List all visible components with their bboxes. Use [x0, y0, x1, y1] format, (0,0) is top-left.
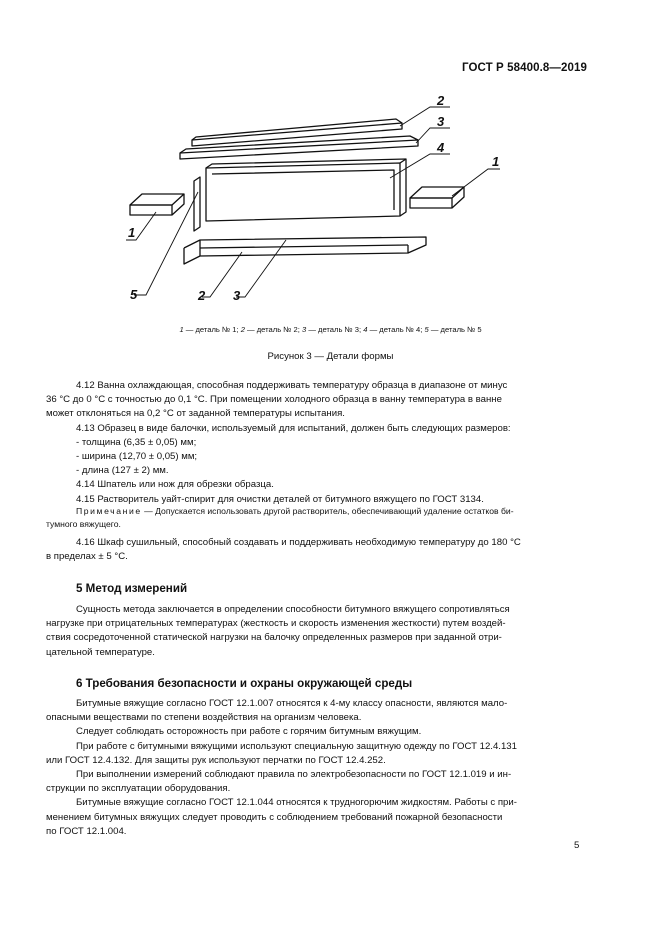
para-4-16: 4.16 Шкаф сушильный, способный создавать и поддерживать необходимую температуру до 180 °С в пределах ± 5 °С.: [46, 537, 521, 563]
part-2-3-bottom-channel: [184, 237, 426, 264]
callout-2-top: 2: [437, 93, 445, 108]
callout-3-top: 3: [437, 114, 445, 129]
part-5-side-plate: [194, 177, 200, 231]
para-4-15: 4.15 Растворитель уайт-спирит для очистки деталей от битумного вяжущего по ГОСТ 3134.: [76, 493, 484, 505]
section-6-heading: 6 Требования безопасности и охраны окружающей среды: [76, 677, 413, 690]
para-4-13: 4.13 Образец в виде балочки, используемый для испытаний, должен быть следующих размеров:: [76, 422, 511, 434]
section-4-continuation: [46, 379, 581, 507]
section-5-body: Сущность метода заключается в определении способности битумного вяжущего сопротивляться нагрузке при отрицательных температурах (жесткость и скорость изменения жесткости) путем воздей- ствия сосредоточенной статической нагрузки на балочку определенных размеров при заданной отри- цательной температуре.: [46, 604, 510, 658]
note: Примечание — Допускается использовать другой растворитель, обеспечивающий удаление остатков би- тумного вяжущего.: [46, 506, 514, 529]
callout-2-bottom: 2: [198, 288, 206, 303]
note-label: Примечание: [76, 506, 142, 516]
callout-5: 5: [130, 287, 138, 302]
figure-form-parts-drawing: [100, 88, 560, 323]
para-4-12: 4.12 Ванна охлаждающая, способная поддерживать температуру образца в диапазоне от минус 36 °С до 0 °С с точностью до 0,1 °С. При помещении холодного образца в ванну температура в ванне может отклоняться на 0,2 °С от заданной температуры испытания.: [46, 380, 508, 420]
dim-length: - длина (127 ± 2) мм.: [76, 465, 169, 477]
standard-id: ГОСТ Р 58400.8—2019: [462, 62, 587, 74]
figure-caption: Рисунок 3 — Детали формы: [267, 351, 394, 362]
callout-1-left: 1: [128, 225, 136, 240]
dim-width: - ширина (12,70 ± 0,05) мм;: [76, 451, 198, 463]
part-1-left-block: [130, 194, 184, 215]
section-6-body: Битумные вяжущие согласно ГОСТ 12.1.007 относятся к 4-му классу опасности, являются мало- опасными веществами по степени воздействия на организм человека. Следует соблюдать осторожность при работе с горячим битумным вяжущим. При работе с битумными вяжущими используют специальную защитную одежду по ГОСТ 12.4.131 или ГОСТ 12.4.132. Для защиты рук используют перчатки по ГОСТ 12.4.252. При выполнении измерений соблюдают правила по электробезопасности по ГОСТ 12.1.019 и ин- струкции по эксплуатации оборудования. Битумные вяжущие согласно ГОСТ 12.1.044 относятся к трудногорючим жидкостям. Работы с при- менением битумных вяжущих следует проводить с соблюдением требований пожарной безопасности по ГОСТ 12.1.004.: [46, 698, 517, 837]
callout-1-right: 1: [492, 154, 500, 169]
dim-thickness: - толщина (6,35 ± 0,05) мм;: [76, 436, 197, 448]
page-number: 5: [574, 840, 580, 851]
para-4-14: 4.14 Шпатель или нож для обрезки образца.: [76, 479, 274, 491]
callout-4: 4: [437, 140, 445, 155]
part-4-box: [206, 159, 406, 221]
part-3-top-plate: [180, 136, 418, 159]
figure-legend: 1 — деталь № 1; 2 — деталь № 2; 3 — деталь № 3; 4 — деталь № 4; 5 — деталь № 5: [179, 325, 482, 334]
section-5-heading: 5 Метод измерений: [76, 582, 188, 595]
callout-3-bottom: 3: [233, 288, 241, 303]
part-1-right-block: [410, 187, 464, 208]
